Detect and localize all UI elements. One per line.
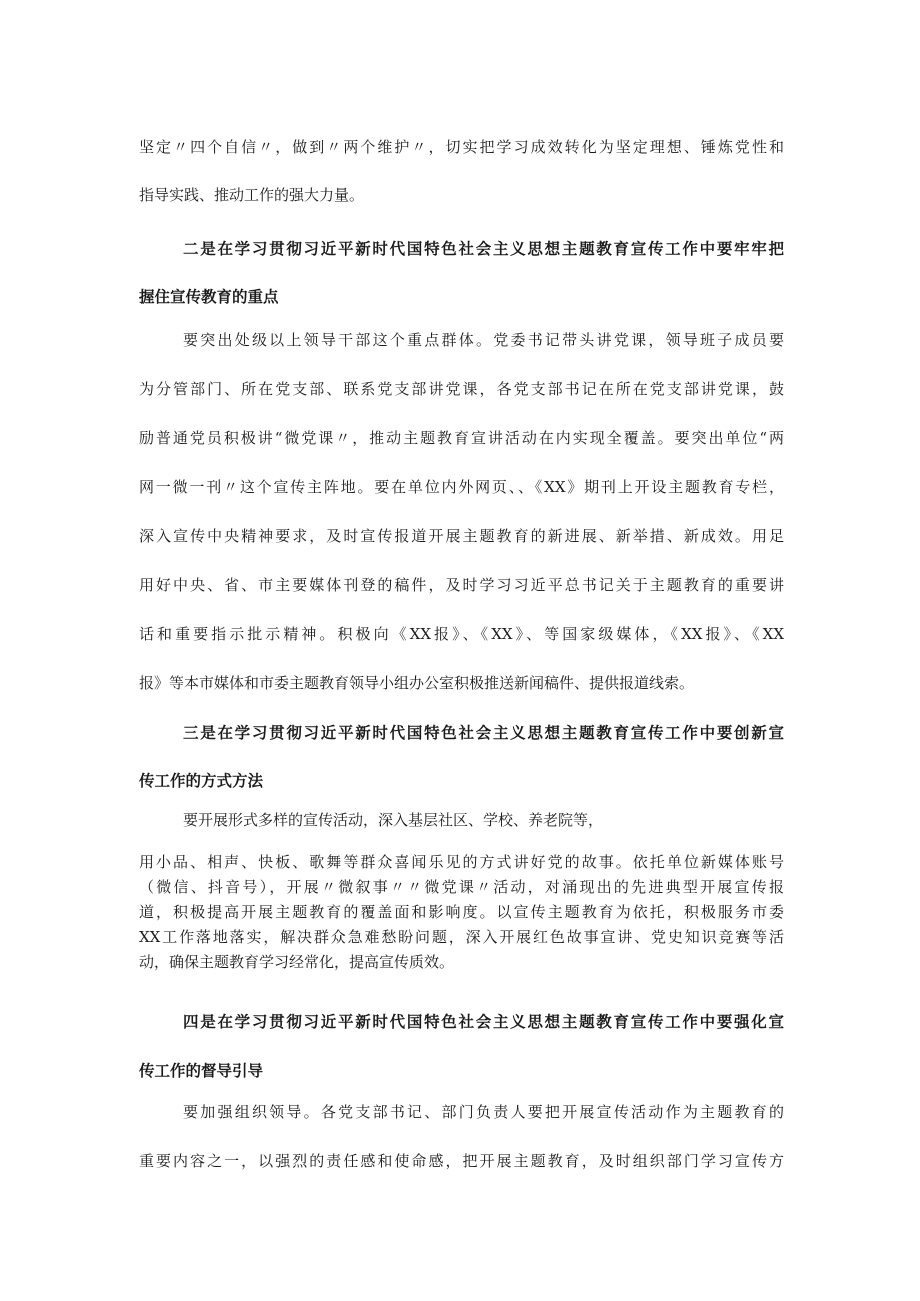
paragraph-line: 要开展形式多样的宣传活动，深入基层社区、学校、养老院等， (183, 811, 604, 829)
paragraph-line: 深入宣传中央精神要求，及时宣传报道开展主题教育的新进展、新举措、新成效。用足 (139, 527, 784, 545)
paragraph-line: 重要内容之一，以强烈的责任感和使命感，把开展主题教育，及时组织部门学习宣传方 (139, 1152, 784, 1170)
paragraph-line: 为分管部门、所在党支部、联系党支部讲党课，各党支部书记在所在党支部讲党课，鼓 (139, 380, 784, 398)
section-heading-line: 传工作的督导引导 (139, 1061, 264, 1080)
paragraph-line: 用好中央、省、市主要媒体刊登的稿件，及时学习习近平总书记关于主题教育的重要讲 (139, 576, 784, 594)
paragraph-line: （微信、抖音号），开展〃微叙事〃〃微党课〃活动，对涌现出的先进典型开展宣传报 (139, 878, 784, 896)
paragraph-line: 话和重要指示批示精神。积极向《XX报》、《XX》、等国家级媒体，《XX报》、《XX (139, 625, 784, 643)
paragraph-line: 道，积极提高开展主题教育的覆盖面和影响度。以宣传主题教育为依托，积极服务市委 (139, 903, 784, 921)
paragraph-line: 网一微一刊〃这个宣传主阵地。要在单位内外网页、、《XX》期刊上开设主题教育专栏， (139, 478, 784, 496)
section-heading-line: 握住宣传教育的重点 (139, 287, 279, 306)
section-heading-line: 四是在学习贯彻习近平新时代国特色社会主义思想主题教育宣传工作中要强化宣 (183, 1012, 784, 1031)
paragraph-line: 用小品、相声、快板、歌舞等群众喜闻乐见的方式讲好党的故事。依托单位新媒体账号 (139, 853, 784, 871)
paragraph-line: 报》等本市媒体和市委主题教育领导小组办公室积极推送新闻稿件、提供报道线索。 (139, 674, 695, 692)
section-heading-line: 三是在学习贯彻习近平新时代国特色社会主义思想主题教育宣传工作中要创新宣 (183, 723, 784, 742)
paragraph-line: 要加强组织领导。各党支部书记、部门负责人要把开展宣传活动作为主题教育的 (183, 1103, 784, 1121)
paragraph-line: 要突出处级以上领导干部这个重点群体。党委书记带头讲党课，领导班子成员要 (183, 331, 784, 349)
paragraph-line: 坚定〃四个自信〃，做到〃两个维护〃，切实把学习成效转化为坚定理想、锤炼党性和 (139, 138, 784, 156)
paragraph-line: 动，确保主题教育学习经常化，提高宣传质效。 (139, 953, 455, 971)
paragraph-line: 指导实践、推动工作的强大力量。 (139, 186, 365, 204)
paragraph-line: XX工作落地落实，解决群众急难愁盼问题，深入开展红色故事宣讲、党史知识竞赛等活 (139, 928, 784, 946)
paragraph-line: 励普通党员积极讲“微党课〃，推动主题教育宣讲活动在内实现全覆盖。要突出单位“两 (139, 429, 784, 447)
section-heading-line: 二是在学习贯彻习近平新时代国特色社会主义思想主题教育宣传工作中要牢牢把 (183, 239, 784, 258)
section-heading-line: 传工作的方式方法 (139, 771, 264, 790)
